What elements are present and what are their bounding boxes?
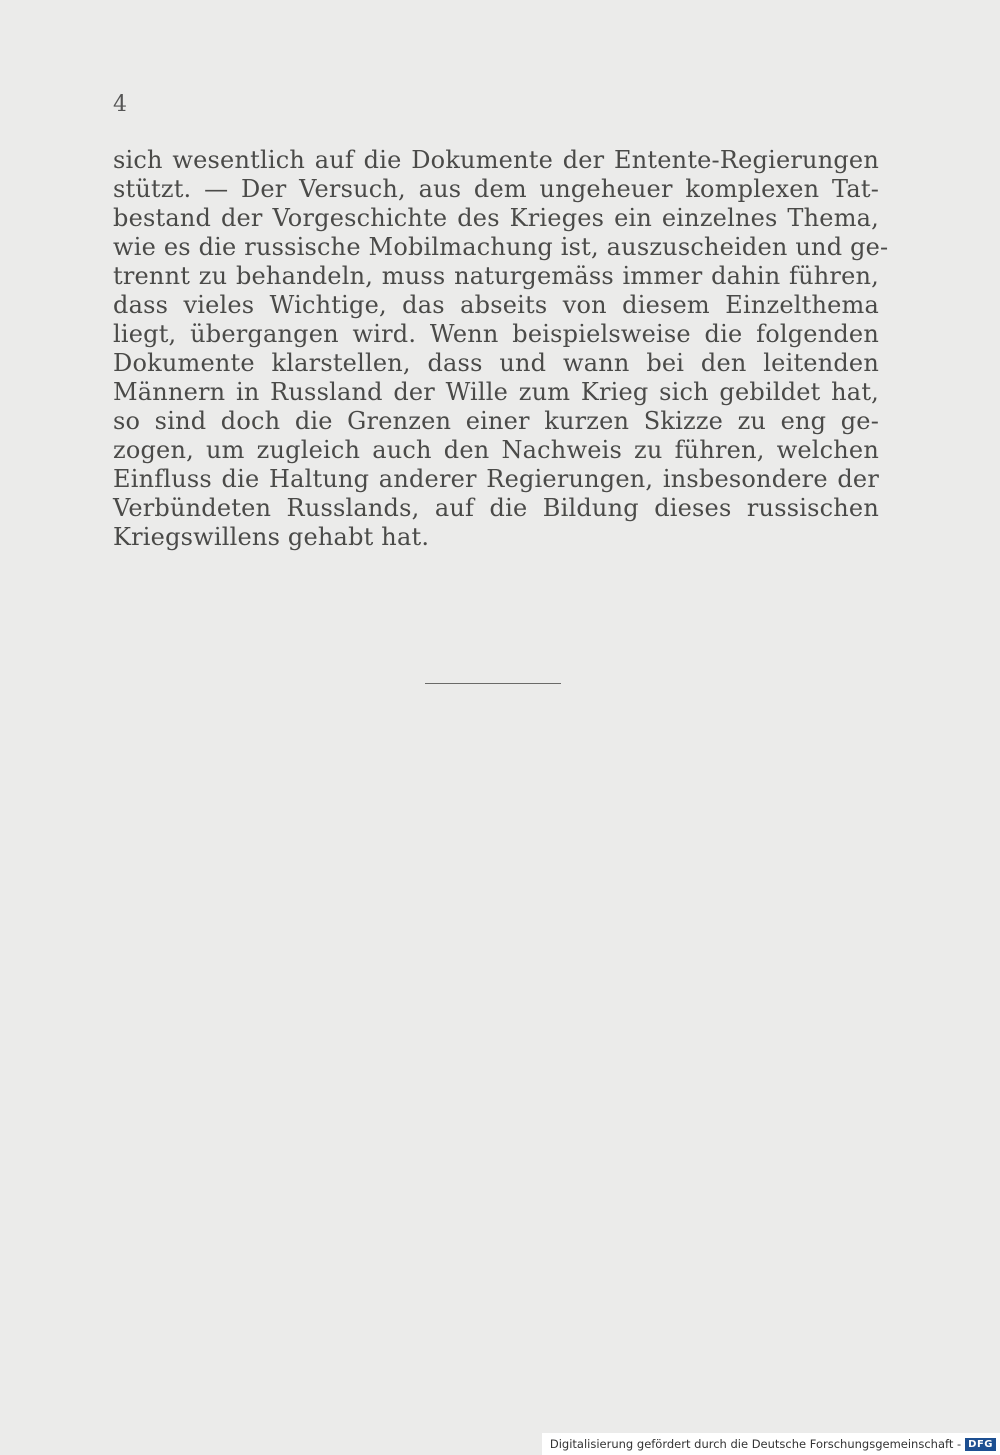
text-line: Dokumente klarstellen, dass und wann bei den leitenden bbox=[113, 349, 879, 377]
text-line: bestand der Vorgeschichte des Krieges ein einzelnes Thema, bbox=[113, 204, 879, 232]
text-line: liegt, übergangen wird. Wenn beispielsweise die folgenden bbox=[113, 320, 879, 348]
text-line: trennt zu behandeln, muss naturgemäss immer dahin führen, bbox=[113, 262, 879, 290]
text-line: Verbündeten Russlands, auf die Bildung dieses russischen bbox=[113, 494, 879, 522]
digitization-footer bbox=[542, 1433, 1000, 1455]
section-divider bbox=[425, 683, 561, 684]
text-line: so sind doch die Grenzen einer kurzen Skizze zu eng ge- bbox=[113, 407, 879, 435]
text-line: zogen, um zugleich auch den Nachweis zu führen, welchen bbox=[113, 436, 879, 464]
text-line: Einfluss die Haltung anderer Regierungen, insbesondere der bbox=[113, 465, 879, 493]
text-line: dass vieles Wichtige, das abseits von diesem Einzelthema bbox=[113, 291, 879, 319]
text-line: Männern in Russland der Wille zum Krieg sich gebildet hat, bbox=[113, 378, 879, 406]
text-line: wie es die russische Mobilmachung ist, auszuscheiden und ge- bbox=[113, 233, 889, 261]
text-line: stützt. — Der Versuch, aus dem ungeheuer komplexen Tat- bbox=[113, 175, 879, 203]
body-text bbox=[113, 146, 889, 552]
text-line: sich wesentlich auf die Dokumente der Entente-Regierungen bbox=[113, 146, 879, 174]
footer-credit: Digitalisierung gefördert durch die Deutsche Forschungsgemeinschaft - bbox=[549, 1437, 962, 1451]
dfg-logo-icon: DFG bbox=[965, 1438, 996, 1451]
page-number: 4 bbox=[113, 92, 128, 117]
text-line: Kriegswillens gehabt hat. bbox=[113, 523, 430, 551]
